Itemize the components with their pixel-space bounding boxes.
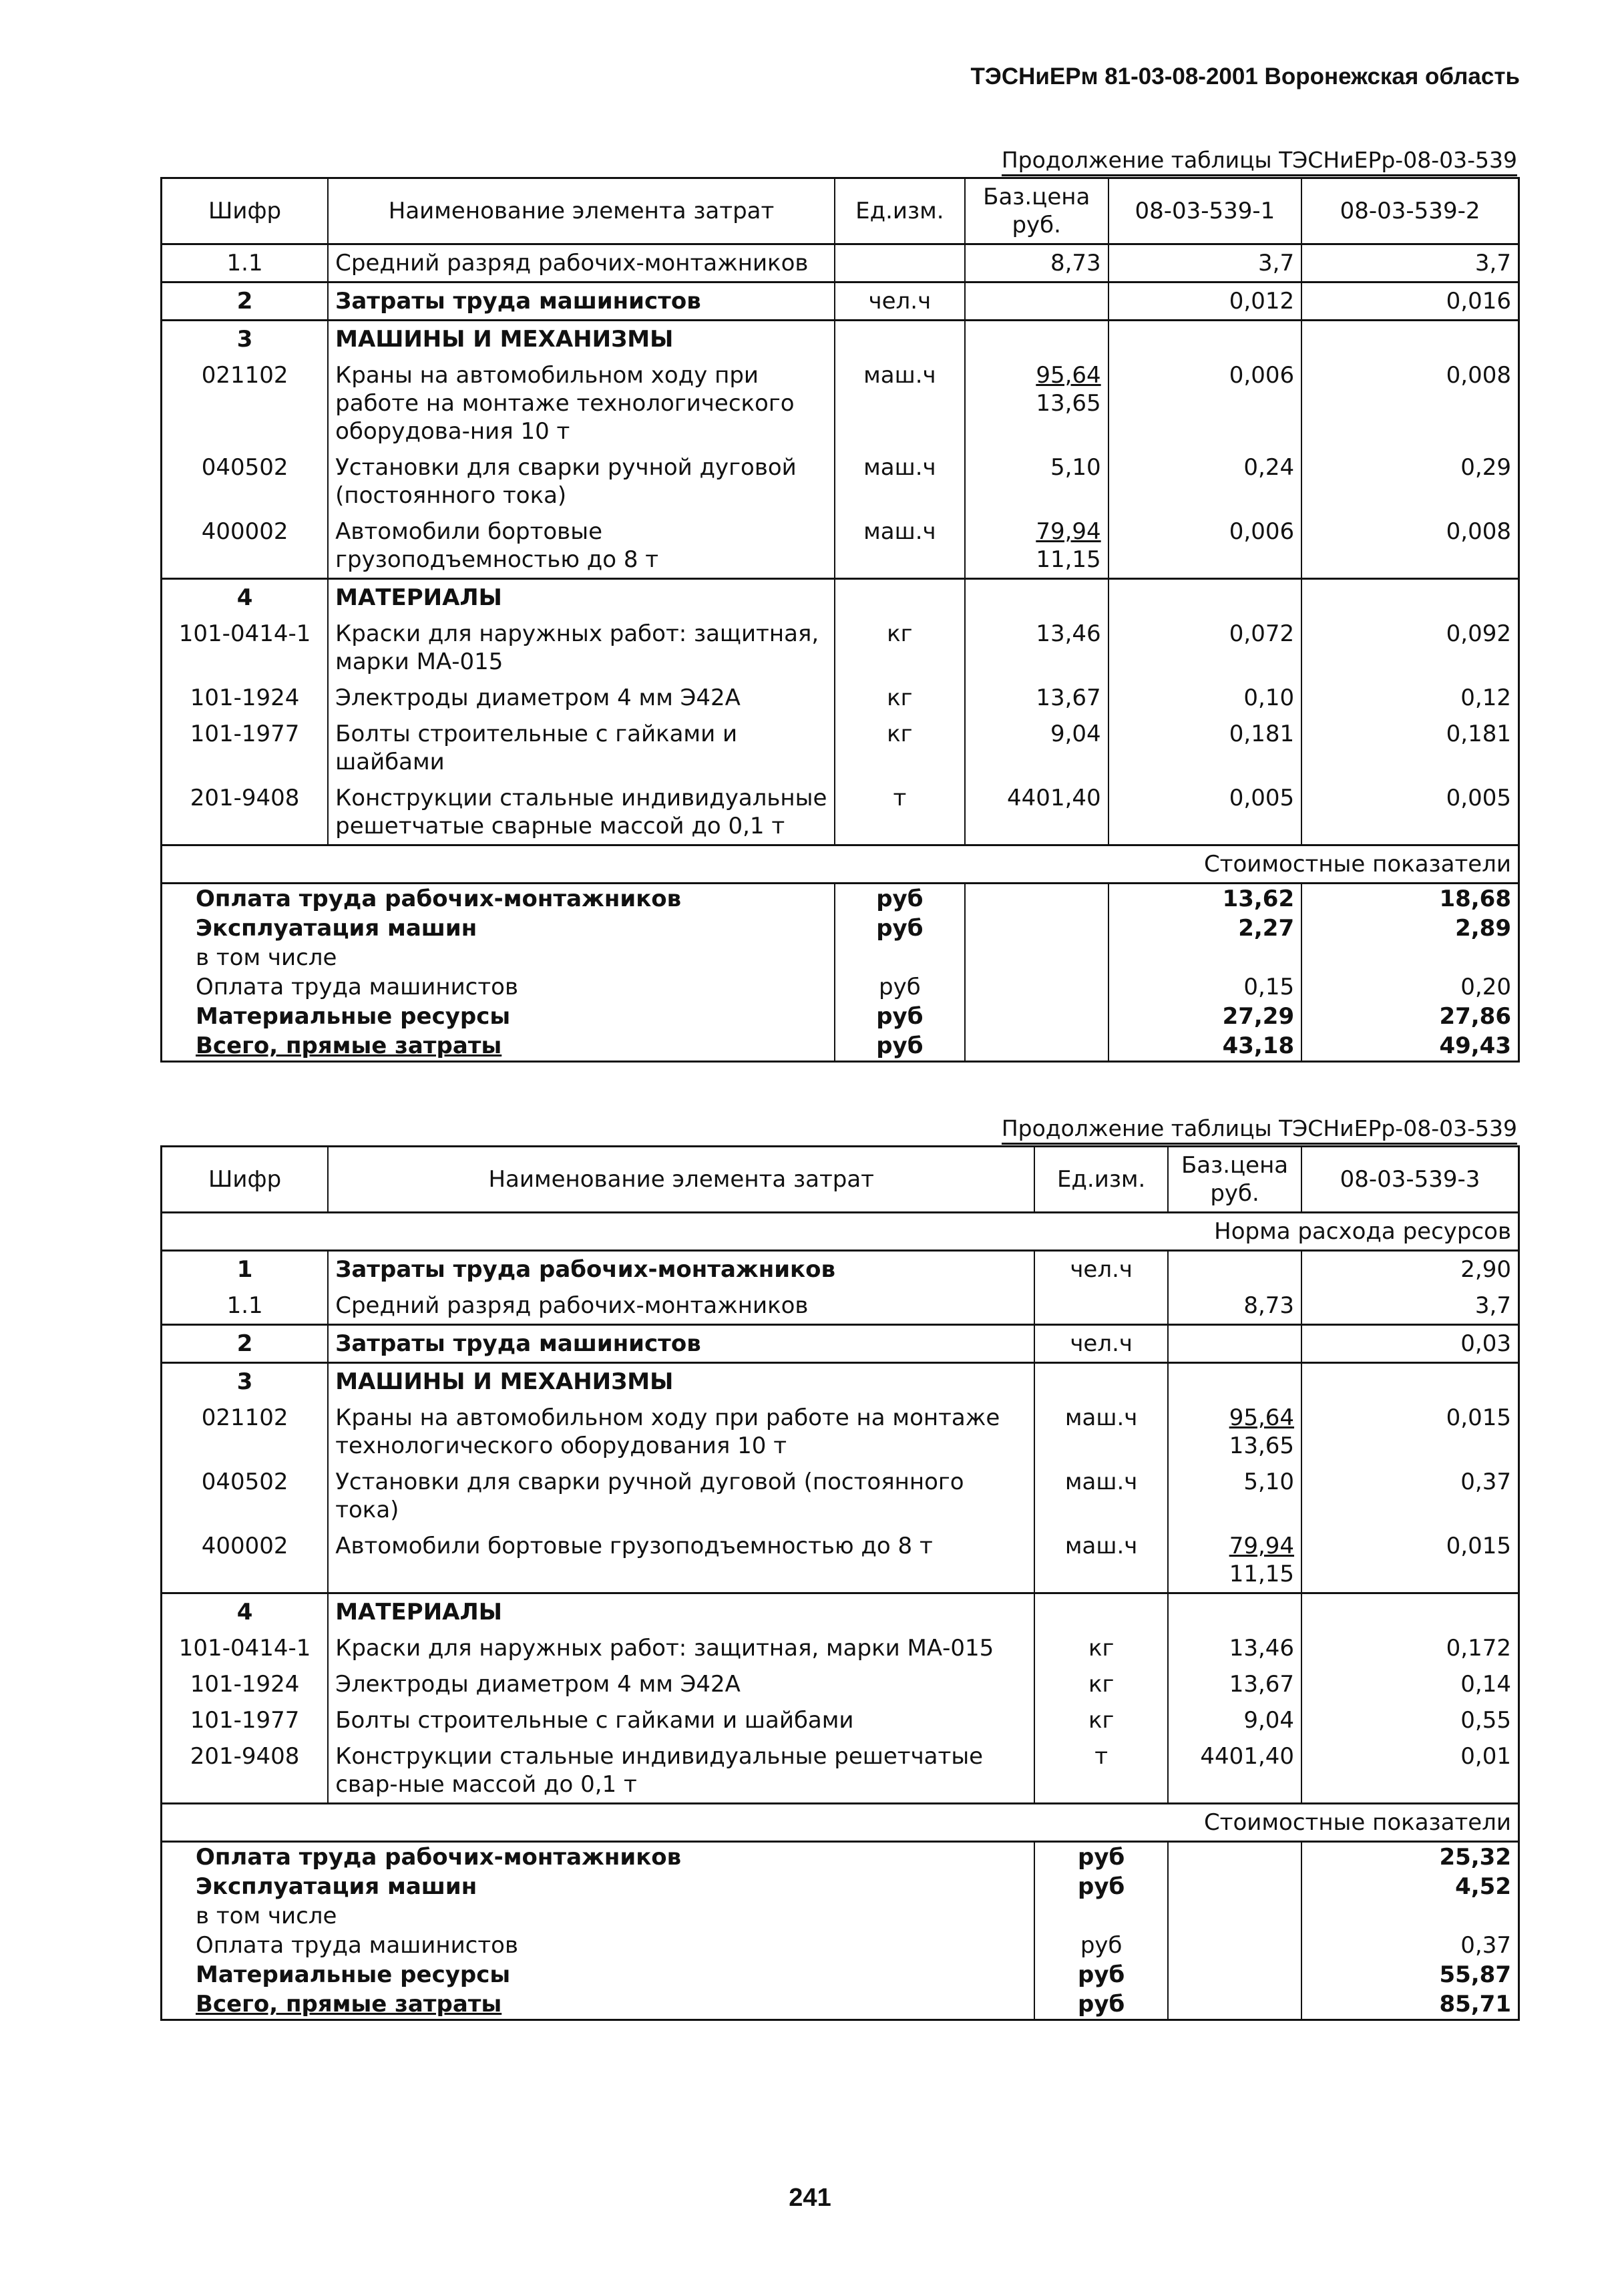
table-row: [162, 1738, 1519, 1804]
total-price-empty: [965, 1002, 1108, 1031]
col-unit: Ед.изм.: [835, 178, 965, 244]
cell-price: [1168, 1251, 1301, 1288]
cell-unit: т: [835, 780, 965, 845]
cell-code: 101-0414-1: [162, 616, 329, 680]
table-row: [162, 1528, 1519, 1593]
total-row: [162, 1931, 1519, 1960]
cell-code: 021102: [162, 357, 329, 449]
cell-value-2: 0,016: [1301, 282, 1518, 321]
table2-body: [162, 1251, 1519, 1804]
cell-unit: маш.ч: [835, 514, 965, 579]
table-row: [162, 1593, 1519, 1631]
cell-code: 201-9408: [162, 1738, 329, 1804]
cell-value-1: 0,012: [1108, 282, 1301, 321]
price-value: 13,67: [1036, 685, 1101, 711]
total-label: Материальные ресурсы: [162, 1960, 1035, 1989]
total-value-1: 43,18: [1108, 1031, 1301, 1062]
table-row: [162, 1288, 1519, 1325]
total-price-empty: [965, 972, 1108, 1002]
price-value: 5,10: [1243, 1469, 1295, 1495]
cell-value-1: [1301, 1593, 1518, 1631]
cell-code: 101-0414-1: [162, 1630, 329, 1666]
total-value-1: [1108, 943, 1301, 972]
total-label: Оплата труда рабочих-монтажников: [162, 884, 835, 914]
cell-unit: кг: [1034, 1702, 1168, 1738]
cell-code: 400002: [162, 514, 329, 579]
table-row: [162, 514, 1519, 579]
table-row: [162, 1363, 1519, 1400]
total-price-empty: [965, 943, 1108, 972]
cell-unit: маш.ч: [835, 449, 965, 514]
total-value-2: 49,43: [1301, 1031, 1518, 1062]
total-row: [162, 914, 1519, 943]
cell-value-1: 0,24: [1108, 449, 1301, 514]
total-label: в том числе: [162, 1901, 1035, 1931]
total-value-1: 27,29: [1108, 1002, 1301, 1031]
cell-code: 3: [162, 1363, 329, 1400]
cell-price: [1168, 1325, 1301, 1363]
cell-price: [965, 616, 1108, 680]
total-row: [162, 1842, 1519, 1873]
price-value: 4401,40: [1200, 1743, 1295, 1770]
cell-price: [965, 579, 1108, 616]
resource-table-2: [160, 1145, 1520, 2021]
cell-name: Установки для сварки ручной дуговой (постоянного тока): [328, 449, 835, 514]
cell-value-1: 3,7: [1301, 1288, 1518, 1325]
total-unit: руб: [835, 914, 965, 943]
total-value-2: 0,20: [1301, 972, 1518, 1002]
cell-code: 400002: [162, 1528, 329, 1593]
total-unit: руб: [835, 1002, 965, 1031]
cell-unit: чел.ч: [835, 282, 965, 321]
total-price-empty: [1168, 1901, 1301, 1931]
cell-value-1: 0,015: [1301, 1528, 1518, 1593]
total-value-1: [1301, 1901, 1518, 1931]
total-label: Материальные ресурсы: [162, 1002, 835, 1031]
cell-value-2: [1301, 579, 1518, 616]
col-unit: Ед.изм.: [1034, 1147, 1168, 1213]
price-value: 8,73: [1243, 1292, 1295, 1319]
total-row: [162, 1901, 1519, 1931]
cell-price: [965, 680, 1108, 716]
total-label: в том числе: [162, 943, 835, 972]
cell-value-1: 3,7: [1108, 244, 1301, 282]
total-label: Эксплуатация машин: [162, 1872, 1035, 1901]
cell-name: Электроды диаметром 4 мм Э42А: [328, 1666, 1034, 1702]
table1-totals: [162, 884, 1519, 1062]
cell-name: Краски для наружных работ: защитная, марки МА-015: [328, 616, 835, 680]
cell-name: Болты строительные с гайками и шайбами: [328, 1702, 1034, 1738]
cell-price: [965, 449, 1108, 514]
cell-value-2: 0,181: [1301, 716, 1518, 780]
cell-name: Краны на автомобильном ходу при работе на монтаже технологического оборудова-ния 10 т: [328, 357, 835, 449]
col-539-1: 08-03-539-1: [1108, 178, 1301, 244]
table-row: [162, 680, 1519, 716]
cell-unit: чел.ч: [1034, 1325, 1168, 1363]
cell-price: [1168, 1528, 1301, 1593]
cell-value-1: 0,015: [1301, 1400, 1518, 1464]
cell-code: 101-1977: [162, 716, 329, 780]
total-value-1: 2,27: [1108, 914, 1301, 943]
cell-name: Установки для сварки ручной дуговой (постоянного тока): [328, 1464, 1034, 1528]
table1-body: [162, 244, 1519, 845]
table-row: [162, 282, 1519, 321]
price-value-secondary: 13,65: [1229, 1432, 1295, 1459]
cell-name: Средний разряд рабочих-монтажников: [328, 244, 835, 282]
total-label: Всего, прямые затраты: [162, 1031, 835, 1062]
price-value: 95,64: [1229, 1404, 1295, 1431]
table2-caption: Продолжение таблицы ТЭСНиЕРр-08-03-539: [1002, 1115, 1517, 1141]
table-header-row: [162, 178, 1519, 244]
price-value: 13,46: [1036, 620, 1101, 647]
cell-name: Конструкции стальные индивидуальные решетчатые свар-ные массой до 0,1 т: [328, 1738, 1034, 1804]
cell-code: 1.1: [162, 1288, 329, 1325]
cell-code: 040502: [162, 449, 329, 514]
total-price-empty: [1168, 1960, 1301, 1989]
total-price-empty: [965, 884, 1108, 914]
cell-code: 201-9408: [162, 780, 329, 845]
table-row: [162, 449, 1519, 514]
table-row: [162, 1702, 1519, 1738]
cell-value-2: 0,005: [1301, 780, 1518, 845]
price-value: 13,67: [1229, 1671, 1295, 1698]
cell-code: 101-1924: [162, 680, 329, 716]
cell-price: [965, 282, 1108, 321]
cell-unit: т: [1034, 1738, 1168, 1804]
cell-value-1: [1108, 579, 1301, 616]
total-label: Оплата труда машинистов: [162, 1931, 1035, 1960]
table-row: [162, 1400, 1519, 1464]
total-label: Эксплуатация машин: [162, 914, 835, 943]
cell-unit: [1034, 1288, 1168, 1325]
col-name: Наименование элемента затрат: [328, 178, 835, 244]
total-price-empty: [965, 914, 1108, 943]
cell-value-2: 0,12: [1301, 680, 1518, 716]
col-price: Баз.цена руб.: [1168, 1147, 1301, 1213]
cell-value-1: 2,90: [1301, 1251, 1518, 1288]
total-value-1: 0,37: [1301, 1931, 1518, 1960]
total-value-2: [1301, 943, 1518, 972]
price-value: 4401,40: [1007, 785, 1101, 811]
total-price-empty: [1168, 1872, 1301, 1901]
cell-value-1: 0,006: [1108, 514, 1301, 579]
total-row: [162, 1872, 1519, 1901]
cell-code: 101-1977: [162, 1702, 329, 1738]
table-row: [162, 1464, 1519, 1528]
total-price-empty: [1168, 1989, 1301, 2020]
total-row: [162, 1002, 1519, 1031]
total-price-empty: [965, 1031, 1108, 1062]
col-name: Наименование элемента затрат: [328, 1147, 1034, 1213]
price-value: 8,73: [1050, 250, 1101, 276]
total-value-1: 0,15: [1108, 972, 1301, 1002]
total-unit: руб: [835, 1031, 965, 1062]
table-header-row: [162, 1147, 1519, 1213]
price-value: 79,94: [1036, 518, 1101, 545]
total-unit: руб: [1034, 1931, 1168, 1960]
cell-price: [965, 244, 1108, 282]
cell-price: [1168, 1363, 1301, 1400]
cell-name: Затраты труда машинистов: [328, 1325, 1034, 1363]
document-header: ТЭСНиЕРм 81-03-08-2001 Воронежская область: [970, 63, 1520, 89]
price-value: 79,94: [1229, 1533, 1295, 1559]
cell-code: 101-1924: [162, 1666, 329, 1702]
price-value-secondary: 11,15: [1229, 1561, 1295, 1587]
total-value-2: 18,68: [1301, 884, 1518, 914]
cell-unit: [835, 244, 965, 282]
cell-value-1: 0,03: [1301, 1325, 1518, 1363]
cell-unit: кг: [1034, 1630, 1168, 1666]
cell-price: [965, 780, 1108, 845]
total-unit: руб: [1034, 1989, 1168, 2020]
cell-value-1: 0,005: [1108, 780, 1301, 845]
cell-value-1: 0,55: [1301, 1702, 1518, 1738]
total-value-2: 27,86: [1301, 1002, 1518, 1031]
table-row: [162, 579, 1519, 616]
table-row: [162, 1325, 1519, 1363]
cell-unit: кг: [835, 680, 965, 716]
cell-value-2: 0,092: [1301, 616, 1518, 680]
cell-unit: чел.ч: [1034, 1251, 1168, 1288]
total-value-2: 2,89: [1301, 914, 1518, 943]
cell-code: 1: [162, 1251, 329, 1288]
cell-name: Конструкции стальные индивидуальные решетчатые сварные массой до 0,1 т: [328, 780, 835, 845]
cell-price: [965, 357, 1108, 449]
col-539-2: 08-03-539-2: [1301, 178, 1518, 244]
cell-name: МАТЕРИАЛЫ: [328, 1593, 1034, 1631]
cell-unit: кг: [835, 616, 965, 680]
total-unit: руб: [1034, 1842, 1168, 1873]
cell-price: [1168, 1593, 1301, 1631]
price-value-secondary: 11,15: [1036, 546, 1101, 573]
cell-name: Затраты труда машинистов: [328, 282, 835, 321]
price-value: 9,04: [1050, 721, 1101, 747]
total-unit: [835, 943, 965, 972]
cell-price: [1168, 1738, 1301, 1804]
cell-name: МАТЕРИАЛЫ: [328, 579, 835, 616]
cell-value-2: 3,7: [1301, 244, 1518, 282]
cell-value-1: 0,181: [1108, 716, 1301, 780]
cell-code: 4: [162, 579, 329, 616]
cell-value-1: 0,006: [1108, 357, 1301, 449]
cell-name: Краски для наружных работ: защитная, марки МА-015: [328, 1630, 1034, 1666]
cell-value-1: 0,01: [1301, 1738, 1518, 1804]
total-value-1: 4,52: [1301, 1872, 1518, 1901]
cell-value-1: [1108, 321, 1301, 358]
cell-price: [1168, 1702, 1301, 1738]
price-value-secondary: 13,65: [1036, 390, 1101, 417]
total-row: [162, 1989, 1519, 2020]
total-label: Всего, прямые затраты: [162, 1989, 1035, 2020]
table-row: [162, 357, 1519, 449]
cell-unit: [1034, 1593, 1168, 1631]
cell-unit: [1034, 1363, 1168, 1400]
cell-unit: маш.ч: [835, 357, 965, 449]
total-value-1: 13,62: [1108, 884, 1301, 914]
resource-table-1: [160, 177, 1520, 1063]
total-label: Оплата труда рабочих-монтажников: [162, 1842, 1035, 1873]
cell-code: 1.1: [162, 244, 329, 282]
cell-price: [1168, 1400, 1301, 1464]
cell-value-1: 0,14: [1301, 1666, 1518, 1702]
cell-value-1: 0,072: [1108, 616, 1301, 680]
cell-unit: [835, 579, 965, 616]
cell-name: Автомобили бортовые грузоподъемностью до 8 т: [328, 1528, 1034, 1593]
table-row: [162, 780, 1519, 845]
cell-value-1: [1301, 1363, 1518, 1400]
cell-price: [965, 321, 1108, 358]
cell-code: 040502: [162, 1464, 329, 1528]
cell-name: Краны на автомобильном ходу при работе на монтаже технологического оборудования 10 т: [328, 1400, 1034, 1464]
cell-name: МАШИНЫ И МЕХАНИЗМЫ: [328, 321, 835, 358]
cell-value-1: 0,10: [1108, 680, 1301, 716]
price-value: 5,10: [1050, 454, 1101, 481]
price-value: 9,04: [1243, 1707, 1295, 1734]
cell-value-2: 0,29: [1301, 449, 1518, 514]
total-price-empty: [1168, 1931, 1301, 1960]
total-row: [162, 943, 1519, 972]
cell-code: 2: [162, 282, 329, 321]
cell-price: [1168, 1666, 1301, 1702]
table-row: [162, 1251, 1519, 1288]
cell-price: [1168, 1288, 1301, 1325]
cell-price: [965, 514, 1108, 579]
cell-code: 4: [162, 1593, 329, 1631]
total-unit: руб: [835, 972, 965, 1002]
cell-value-1: 0,37: [1301, 1464, 1518, 1528]
cell-name: Болты строительные с гайками и шайбами: [328, 716, 835, 780]
total-price-empty: [1168, 1842, 1301, 1873]
total-value-1: 55,87: [1301, 1960, 1518, 1989]
table-row: [162, 616, 1519, 680]
table-row: [162, 716, 1519, 780]
cell-unit: кг: [1034, 1666, 1168, 1702]
cell-value-2: [1301, 321, 1518, 358]
total-row: [162, 884, 1519, 914]
cell-unit: маш.ч: [1034, 1464, 1168, 1528]
cell-price: [1168, 1630, 1301, 1666]
total-row: [162, 1031, 1519, 1062]
cost-header-row: [162, 1804, 1519, 1842]
table2-totals: [162, 1842, 1519, 2020]
cost-header-row: [162, 845, 1519, 884]
cell-code: 3: [162, 321, 329, 358]
price-value: 95,64: [1036, 362, 1101, 389]
total-row: [162, 1960, 1519, 1989]
cell-name: Средний разряд рабочих-монтажников: [328, 1288, 1034, 1325]
cell-name: МАШИНЫ И МЕХАНИЗМЫ: [328, 1363, 1034, 1400]
col-code: Шифр: [162, 1147, 329, 1213]
price-value: 13,46: [1229, 1635, 1295, 1662]
cell-code: 2: [162, 1325, 329, 1363]
col-price: Баз.цена руб.: [965, 178, 1108, 244]
total-value-1: 25,32: [1301, 1842, 1518, 1873]
norm-header-row: [162, 1213, 1519, 1251]
norm-header: Норма расхода ресурсов: [162, 1213, 1519, 1251]
cell-unit: [835, 321, 965, 358]
total-unit: руб: [1034, 1960, 1168, 1989]
total-unit: руб: [1034, 1872, 1168, 1901]
cell-name: Автомобили бортовые грузоподъемностью до 8 т: [328, 514, 835, 579]
total-unit: [1034, 1901, 1168, 1931]
cell-price: [1168, 1464, 1301, 1528]
table-row: [162, 1630, 1519, 1666]
cost-header: Стоимостные показатели: [162, 1804, 1519, 1842]
cell-unit: маш.ч: [1034, 1528, 1168, 1593]
cell-value-2: 0,008: [1301, 357, 1518, 449]
table1-caption: Продолжение таблицы ТЭСНиЕРр-08-03-539: [1002, 147, 1517, 173]
col-539-3: 08-03-539-3: [1301, 1147, 1518, 1213]
cell-name: Электроды диаметром 4 мм Э42А: [328, 680, 835, 716]
total-value-1: 85,71: [1301, 1989, 1518, 2020]
col-code: Шифр: [162, 178, 329, 244]
table-row: [162, 1666, 1519, 1702]
table-row: [162, 244, 1519, 282]
total-row: [162, 972, 1519, 1002]
cell-value-2: 0,008: [1301, 514, 1518, 579]
table-row: [162, 321, 1519, 358]
cell-value-1: 0,172: [1301, 1630, 1518, 1666]
cell-unit: кг: [835, 716, 965, 780]
cell-code: 021102: [162, 1400, 329, 1464]
total-label: Оплата труда машинистов: [162, 972, 835, 1002]
cell-unit: маш.ч: [1034, 1400, 1168, 1464]
cost-header: Стоимостные показатели: [162, 845, 1519, 884]
page-number: 241: [789, 2184, 831, 2212]
cell-name: Затраты труда рабочих-монтажников: [328, 1251, 1034, 1288]
total-unit: руб: [835, 884, 965, 914]
cell-price: [965, 716, 1108, 780]
